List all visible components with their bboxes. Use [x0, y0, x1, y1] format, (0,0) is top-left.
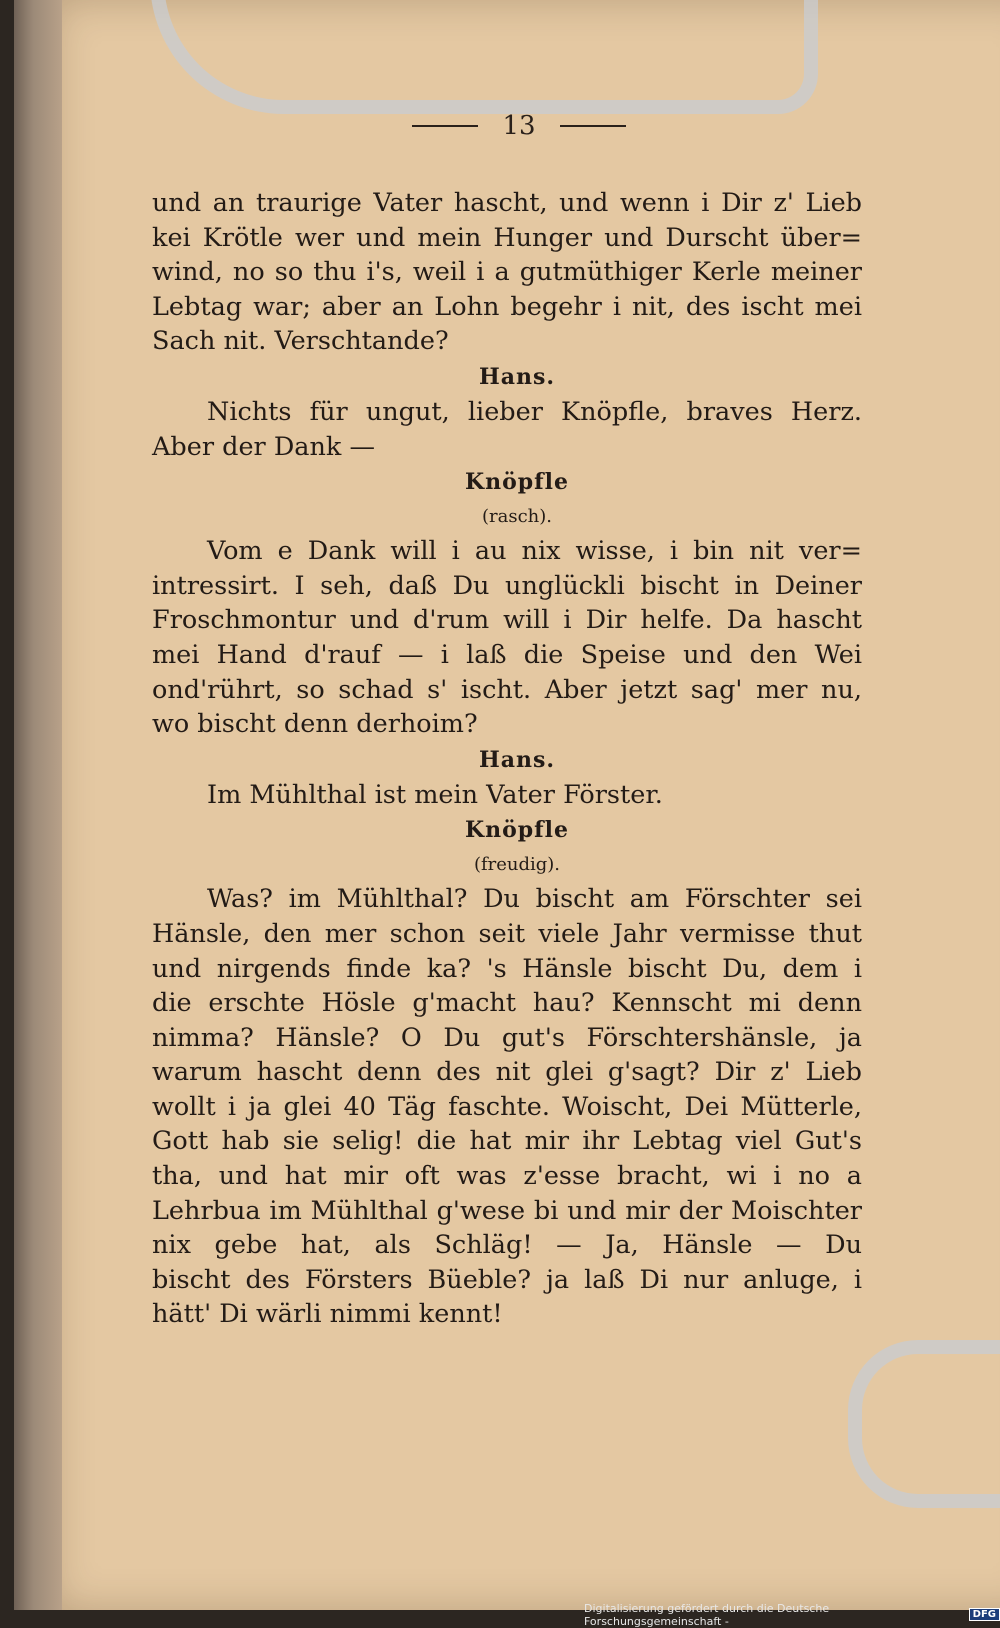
text-line: Was? im Mühlthal? Du bischt am Förschter sei — [207, 884, 862, 915]
paper-clip-right — [848, 1340, 1000, 1508]
book-spine — [14, 0, 62, 1610]
text-line: Aber der Dank — — [152, 431, 375, 462]
text-line: Lebtag war; aber an Lohn begehr i nit, des ischt mei — [152, 291, 862, 322]
text-line: wo bischt denn derhoim? — [152, 709, 478, 740]
stage-direction: (rasch). — [481, 506, 552, 528]
speaker-name: Hans. — [478, 746, 556, 773]
text-line: die erschte Hösle g'macht hau? Kennscht mi denn — [152, 988, 862, 1019]
speaker-name: Knöpfle — [465, 817, 569, 844]
header-rule-right — [560, 125, 626, 127]
text-line: Froschmontur und d'rum will i Dir helfe. Da hascht — [152, 605, 862, 636]
text-line: Gott hab sie selig! die hat mir ihr Lebtag viel Gut's — [152, 1126, 862, 1157]
text-line: bischt des Försters Büeble? ja laß Di nur anluge, i — [152, 1264, 862, 1295]
text-line: mei Hand d'rauf — i laß die Speise und den Wei — [152, 639, 862, 670]
text-line: tha, und hat mir oft was z'esse bracht, wi i no a — [152, 1161, 862, 1192]
text-line: hätt' Di wärli nimmi kennt! — [152, 1299, 503, 1330]
digitization-footer — [584, 1601, 1000, 1628]
text-line: Hänsle, den mer schon seit viele Jahr vermisse thut — [152, 918, 862, 949]
text-line: intressirt. I seh, daß Du unglückli bischt in Deiner — [152, 570, 862, 601]
text-line: Nichts für ungut, lieber Knöpfle, braves Herz. — [207, 396, 862, 427]
text-line: nimma? Hänsle? O Du gut's Förschtershänsle, ja — [152, 1022, 862, 1053]
text-line: warum hascht denn des nit glei g'sagt? Dir z' Lieb — [152, 1057, 862, 1088]
book-page — [14, 0, 1000, 1610]
page-body-text — [152, 186, 862, 1332]
footer-credit: Digitalisierung gefördert durch die Deutsche Forschungsgemeinschaft - — [584, 1601, 830, 1628]
stage-direction: (freudig). — [473, 854, 561, 876]
text-line: nix gebe hat, als Schläg! — Ja, Hänsle — Du — [152, 1230, 862, 1261]
header-rule-left — [412, 125, 478, 127]
text-line: Im Mühlthal ist mein Vater Förster. — [207, 779, 663, 810]
paper-clip-top — [150, 0, 818, 114]
text-line: ond'rührt, so schad s' ischt. Aber jetzt sag' mer nu, — [152, 674, 862, 705]
speaker-name: Hans. — [478, 363, 556, 390]
text-line: Lehrbua im Mühlthal g'wese bi und mir der Moischter — [152, 1195, 862, 1226]
dfg-logo: DFG — [969, 1608, 1000, 1621]
text-line: Sach nit. Verschtande? — [152, 326, 449, 357]
text-line: und nirgends finde ka? 's Hänsle bischt Du, dem i — [152, 953, 862, 984]
text-line: wind, no so thu i's, weil i a gutmüthiger Kerle meiner — [152, 257, 862, 288]
page-number: 13 — [502, 111, 536, 141]
text-line: und an traurige Vater hascht, und wenn i Dir z' Lieb — [152, 188, 862, 218]
text-line: wollt i ja glei 40 Täg faschte. Woischt, Dei Mütterle, — [152, 1091, 862, 1122]
text-line: kei Krötle wer und mein Hunger und Durscht über= — [152, 222, 862, 253]
text-line: Vom e Dank will i au nix wisse, i bin nit ver= — [207, 536, 862, 567]
speaker-name: Knöpfle — [465, 469, 569, 496]
